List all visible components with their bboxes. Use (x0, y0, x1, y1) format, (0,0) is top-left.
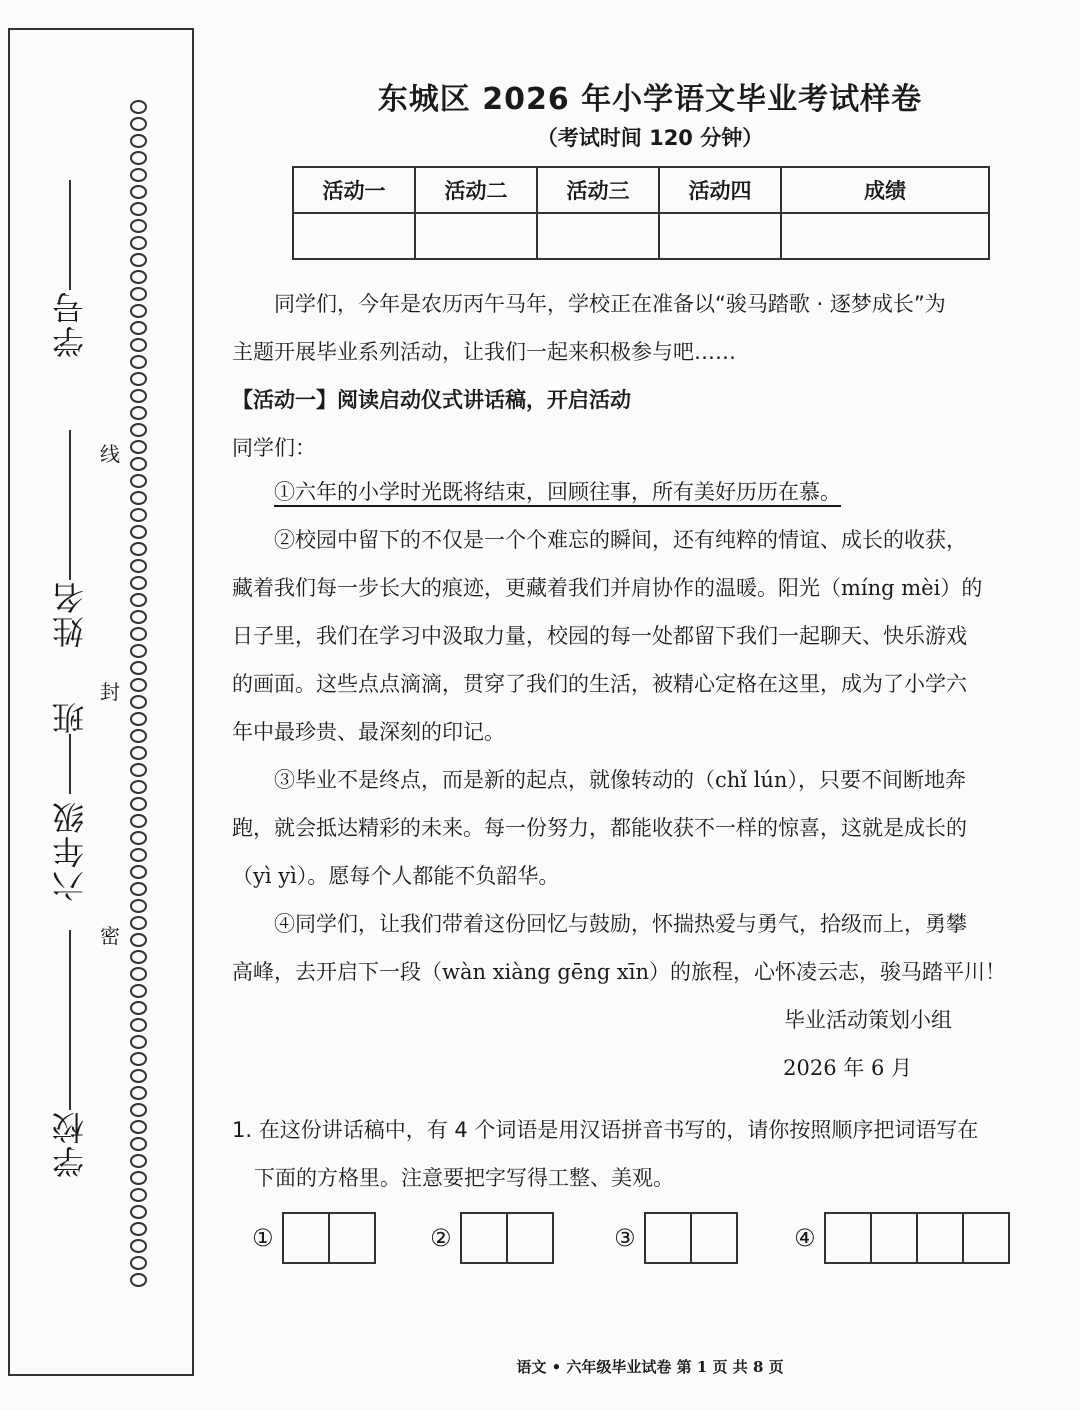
binding-dot (130, 474, 147, 488)
binding-dot (130, 933, 147, 947)
binding-dot (130, 236, 147, 250)
binding-dot (130, 491, 147, 505)
answer-cell[interactable] (506, 1212, 554, 1264)
score-header-1: 活动一 (293, 167, 415, 213)
answer-cell[interactable] (460, 1212, 508, 1264)
binding-dot (130, 593, 147, 607)
binding-dot (130, 576, 147, 590)
binding-dot (130, 678, 147, 692)
binding-dot (130, 1035, 147, 1049)
grade-label: 六年级 (51, 800, 89, 902)
speech-body (232, 468, 1042, 1092)
answer-cell[interactable] (962, 1212, 1010, 1264)
school-label: 学校 (51, 1110, 89, 1178)
binding-dot (130, 1069, 147, 1083)
binding-dot (130, 712, 147, 726)
binding-dot (130, 865, 147, 879)
answer-cell[interactable] (328, 1212, 376, 1264)
intro-paragraph (232, 280, 1042, 472)
speech-p3-line-3: （yì yì）。愿每个人都能不负韶华。 (232, 864, 560, 888)
score-cell-4[interactable] (659, 213, 781, 259)
seal-xian: 线 (100, 442, 120, 466)
binding-dot (130, 151, 147, 165)
class-label: 班 (51, 700, 89, 734)
question-1-line-2: 下面的方格里。注意要把字写得工整、美观。 (254, 1166, 674, 1190)
class-line (69, 734, 71, 794)
name-field[interactable] (40, 430, 100, 648)
binding-dot (130, 1018, 147, 1032)
binding-dot (130, 695, 147, 709)
score-header-4: 活动四 (659, 167, 781, 213)
speech-greeting: 同学们： (232, 436, 316, 460)
speech-signature: 毕业活动策划小组 (784, 1008, 952, 1032)
speech-p4-line-1: ④同学们，让我们带着这份回忆与鼓励，怀揣热爱与勇气，拾级而上，勇攀 (274, 912, 967, 936)
binding-dot (130, 542, 147, 556)
binding-dot (130, 848, 147, 862)
school-line (69, 930, 71, 1110)
binding-dot (130, 338, 147, 352)
exam-subtitle: （考试时间 120 分钟） (536, 126, 764, 150)
binding-dot (130, 168, 147, 182)
intro-line-1: 同学们，今年是农历丙午马年，学校正在准备以“骏马踏歌 · 逐梦成长”为 (274, 292, 946, 316)
speech-date: 2026 年 6 月 (783, 1056, 912, 1080)
binding-dot (130, 1205, 147, 1219)
binding-dot (130, 1154, 147, 1168)
binding-dot (130, 270, 147, 284)
binding-dot (130, 287, 147, 301)
binding-dot (130, 661, 147, 675)
binding-dot (130, 253, 147, 267)
binding-dot (130, 355, 147, 369)
binding-dot (130, 389, 147, 403)
binding-dot (130, 202, 147, 216)
binding-dot (130, 117, 147, 131)
binding-dot (130, 1103, 147, 1117)
student-id-label: 学号 (51, 290, 89, 358)
score-cell-2[interactable] (415, 213, 537, 259)
seal-feng: 封 (100, 680, 120, 704)
binding-dot (130, 916, 147, 930)
binding-dot (130, 440, 147, 454)
binding-dot (130, 1188, 147, 1202)
speech-p2-line-2: 藏着我们每一步长大的痕迹，更藏着我们并肩协作的温暖。阳光（míng mèi）的 (232, 576, 983, 600)
answer-cell[interactable] (644, 1212, 692, 1264)
binding-dot (130, 780, 147, 794)
intro-line-2: 主题开展毕业系列活动，让我们一起来积极参与吧…… (232, 340, 736, 364)
binding-dot (130, 100, 147, 114)
speech-p2-line-3: 日子里，我们在学习中汲取力量，校园的每一处都留下我们一起聊天、快乐游戏 (232, 624, 967, 648)
binding-dot (130, 1137, 147, 1151)
speech-p2-line-5: 年中最珍贵、最深刻的印记。 (232, 720, 505, 744)
binding-dot (130, 1239, 147, 1253)
binding-dot (130, 1001, 147, 1015)
student-id-line (69, 180, 71, 290)
score-cell-total[interactable] (781, 213, 989, 259)
binding-dot (130, 644, 147, 658)
answer-cell[interactable] (690, 1212, 738, 1264)
binding-dot (130, 406, 147, 420)
binding-dot (130, 984, 147, 998)
answer-number-1: ① (252, 1224, 274, 1252)
answer-number-3: ③ (614, 1224, 636, 1252)
speech-p2-line-1: ②校园中留下的不仅是一个个难忘的瞬间，还有纯粹的情谊、成长的收获， (274, 528, 967, 552)
binding-dot (130, 134, 147, 148)
answer-cell[interactable] (824, 1212, 872, 1264)
binding-dot (130, 763, 147, 777)
answer-number-2: ② (430, 1224, 452, 1252)
binding-dot (130, 219, 147, 233)
binding-dot (130, 831, 147, 845)
binding-dot (130, 304, 147, 318)
page-footer: 语文 • 六年级毕业试卷 第 1 页 共 8 页 (516, 1358, 784, 1376)
answer-group-2 (430, 1212, 554, 1264)
binding-dot (130, 1086, 147, 1100)
speech-p4-line-2: 高峰，去开启下一段（wàn xiàng gēng xīn）的旅程，心怀凌云志，骏马踏平川！ (232, 960, 1007, 984)
exam-title: 东城区 2026 年小学语文毕业考试样卷 (377, 82, 923, 117)
binding-dot (130, 457, 147, 471)
answer-group-3 (614, 1212, 738, 1264)
class-field[interactable] (40, 700, 100, 794)
binding-dot (130, 423, 147, 437)
score-header-3: 活动三 (537, 167, 659, 213)
binding-dot (130, 372, 147, 386)
binding-dot (130, 1256, 147, 1270)
binding-dot (130, 610, 147, 624)
binding-dot (130, 899, 147, 913)
binding-dot (130, 882, 147, 896)
speech-p3-line-2: 跑，就会抵达精彩的未来。每一份努力，都能收获不一样的惊喜，这就是成长的 (232, 816, 967, 840)
name-label: 姓名 (51, 580, 89, 648)
answer-cell[interactable] (916, 1212, 964, 1264)
binding-dot (130, 1120, 147, 1134)
score-header-2: 活动二 (415, 167, 537, 213)
binding-dot (130, 814, 147, 828)
binding-dot (130, 1052, 147, 1066)
binding-dot (130, 950, 147, 964)
answer-number-4: ④ (794, 1224, 816, 1252)
binding-dot (130, 627, 147, 641)
binding-dot (130, 525, 147, 539)
score-header-total: 成绩 (781, 167, 989, 213)
answer-group-4 (794, 1212, 1010, 1264)
score-table (292, 166, 990, 260)
binding-dot (130, 797, 147, 811)
binding-dot (130, 559, 147, 573)
speech-p1: ①六年的小学时光既将结束，回顾往事，所有美好历历在慕。 (274, 480, 841, 504)
answer-cell[interactable] (870, 1212, 918, 1264)
activity1-heading: 【活动一】阅读启动仪式讲话稿，开启活动 (232, 388, 631, 412)
answer-cell[interactable] (282, 1212, 330, 1264)
question-1-line-1: 1. 在这份讲话稿中，有 4 个词语是用汉语拼音书写的，请你按照顺序把词语写在 (232, 1118, 979, 1142)
speech-p3-line-1: ③毕业不是终点，而是新的起点，就像转动的（chǐ lún），只要不间断地奔 (274, 768, 966, 792)
school-field[interactable] (40, 930, 100, 1178)
binding-dot (130, 508, 147, 522)
binding-dot (130, 185, 147, 199)
seal-mi: 密 (100, 924, 120, 948)
grade-field (40, 800, 100, 902)
score-cell-1[interactable] (293, 213, 415, 259)
question-1 (232, 1106, 1042, 1202)
binding-dot (130, 1171, 147, 1185)
name-line (69, 430, 71, 580)
binding-dot (130, 729, 147, 743)
binding-dot (130, 967, 147, 981)
binding-dots (124, 100, 152, 1300)
score-cell-3[interactable] (537, 213, 659, 259)
binding-dot (130, 746, 147, 760)
binding-dot (130, 1222, 147, 1236)
binding-dot (130, 1273, 147, 1287)
student-id-field[interactable] (40, 180, 100, 358)
binding-dot (130, 321, 147, 335)
answer-group-1 (252, 1212, 376, 1264)
speech-p2-line-4: 的画面。这些点点滴滴，贯穿了我们的生活，被精心定格在这里，成为了小学六 (232, 672, 967, 696)
